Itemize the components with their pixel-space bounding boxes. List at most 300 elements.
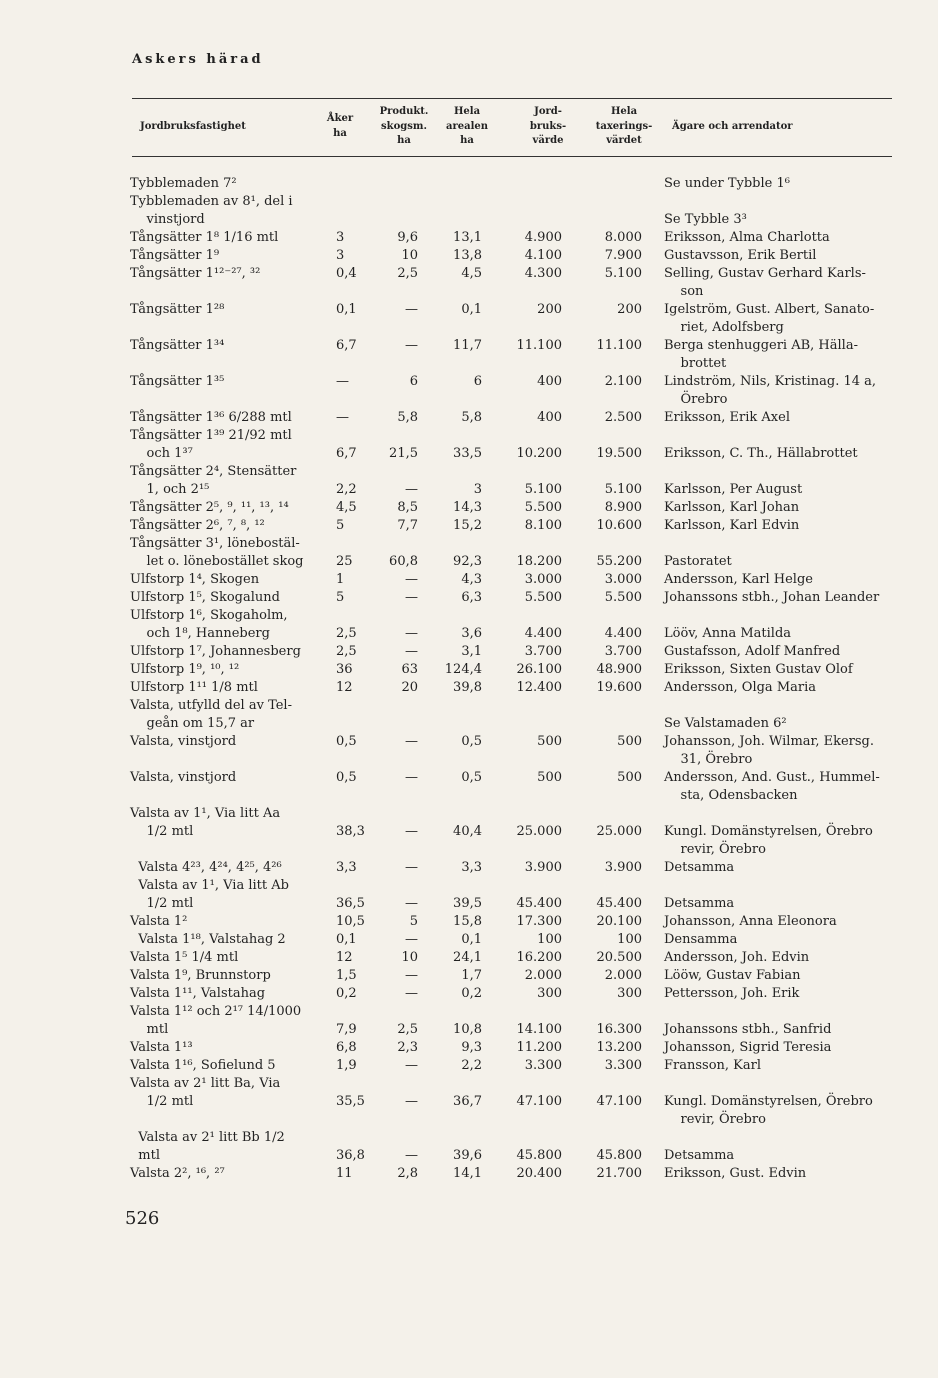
cell-skog: — bbox=[405, 986, 418, 1001]
cell-skog: 5 bbox=[409, 914, 418, 929]
cell-jordbruksvarde: 3.900 bbox=[524, 860, 562, 875]
cell-owner: son bbox=[664, 284, 704, 299]
cell-hela-arealen: 39,5 bbox=[453, 896, 482, 911]
cell-taxeringsvardet: 3.900 bbox=[604, 860, 642, 875]
cell-hela-arealen: 5,8 bbox=[461, 410, 482, 425]
cell-taxeringsvardet: 20.100 bbox=[596, 914, 642, 929]
cell-hela-arealen: 1,7 bbox=[461, 968, 482, 983]
cell-taxeringsvardet: 11.100 bbox=[596, 338, 642, 353]
cell-property: 1/2 mtl bbox=[130, 824, 194, 839]
cell-property: mtl bbox=[130, 1148, 160, 1163]
cell-taxeringsvardet: 3.000 bbox=[604, 572, 642, 587]
cell-owner: revir, Örebro bbox=[664, 1112, 766, 1127]
cell-aker: 0,5 bbox=[336, 734, 357, 749]
cell-taxeringsvardet: 2.500 bbox=[604, 410, 642, 425]
table-row bbox=[0, 625, 938, 643]
cell-property: Valsta 1⁵ 1/4 mtl bbox=[130, 950, 239, 965]
table-row bbox=[0, 553, 938, 571]
cell-taxeringsvardet: 3.700 bbox=[604, 644, 642, 659]
cell-property: Tångsätter 1⁹ bbox=[130, 248, 220, 263]
table-row bbox=[0, 877, 938, 895]
cell-taxeringsvardet: 19.600 bbox=[596, 680, 642, 695]
cell-hela-arealen: 39,8 bbox=[453, 680, 482, 695]
cell-property: Tångsätter 3¹, lönebostäl- bbox=[130, 536, 300, 551]
table-row bbox=[0, 733, 938, 751]
table-row bbox=[0, 265, 938, 283]
cell-hela-arealen: 14,1 bbox=[453, 1166, 482, 1181]
cell-jordbruksvarde: 25.000 bbox=[516, 824, 562, 839]
cell-jordbruksvarde: 300 bbox=[537, 986, 562, 1001]
cell-owner: revir, Örebro bbox=[664, 842, 766, 857]
cell-skog: — bbox=[405, 572, 418, 587]
cell-taxeringsvardet: 3.300 bbox=[604, 1058, 642, 1073]
cell-hela-arealen: 6 bbox=[473, 374, 482, 389]
cell-hela-arealen: 3 bbox=[473, 482, 482, 497]
table-row bbox=[0, 769, 938, 787]
table-row bbox=[0, 679, 938, 697]
cell-taxeringsvardet: 10.600 bbox=[596, 518, 642, 533]
table-row bbox=[0, 445, 938, 463]
cell-property: och 1⁸, Hanneberg bbox=[130, 626, 270, 641]
cell-hela-arealen: 11,7 bbox=[453, 338, 482, 353]
table-row bbox=[0, 823, 938, 841]
cell-owner: Berga stenhuggeri AB, Hälla- bbox=[664, 338, 858, 353]
cell-property: Valsta 2², ¹⁶, ²⁷ bbox=[130, 1166, 225, 1181]
cell-skog: — bbox=[405, 824, 418, 839]
cell-jordbruksvarde: 3.000 bbox=[524, 572, 562, 587]
cell-aker: 3,3 bbox=[336, 860, 357, 875]
cell-skog: 6 bbox=[409, 374, 418, 389]
table-row bbox=[0, 571, 938, 589]
table-row bbox=[0, 373, 938, 391]
cell-aker: 6,7 bbox=[336, 446, 357, 461]
cell-owner: 31, Örebro bbox=[664, 752, 753, 767]
cell-hela-arealen: 24,1 bbox=[453, 950, 482, 965]
cell-jordbruksvarde: 2.000 bbox=[524, 968, 562, 983]
cell-jordbruksvarde: 10.200 bbox=[516, 446, 562, 461]
table-row bbox=[0, 661, 938, 679]
table-row bbox=[0, 913, 938, 931]
cell-jordbruksvarde: 5.100 bbox=[524, 482, 562, 497]
cell-aker: 25 bbox=[336, 554, 353, 569]
cell-skog: — bbox=[405, 626, 418, 641]
cell-jordbruksvarde: 47.100 bbox=[516, 1094, 562, 1109]
cell-taxeringsvardet: 100 bbox=[617, 932, 642, 947]
cell-owner: Pastoratet bbox=[664, 554, 732, 569]
table-row bbox=[0, 1111, 938, 1129]
cell-aker: 1 bbox=[336, 572, 345, 587]
cell-owner: Densamma bbox=[664, 932, 738, 947]
col-header-hela-arealen: Hela arealen ha bbox=[445, 106, 489, 146]
cell-aker: 5 bbox=[336, 518, 345, 533]
cell-property: Valsta 4²³, 4²⁴, 4²⁵, 4²⁶ bbox=[130, 860, 282, 875]
cell-property: Valsta, utfylld del av Tel- bbox=[130, 698, 292, 713]
cell-hela-arealen: 33,5 bbox=[453, 446, 482, 461]
table-row bbox=[0, 229, 938, 247]
cell-taxeringsvardet: 2.000 bbox=[604, 968, 642, 983]
page-number: 526 bbox=[125, 1208, 160, 1229]
cell-taxeringsvardet: 2.100 bbox=[604, 374, 642, 389]
cell-property: Tångsätter 2⁶, ⁷, ⁸, ¹² bbox=[130, 518, 265, 533]
cell-taxeringsvardet: 20.500 bbox=[596, 950, 642, 965]
cell-aker: 0,2 bbox=[336, 986, 357, 1001]
cell-skog: 2,5 bbox=[397, 266, 418, 281]
cell-jordbruksvarde: 400 bbox=[537, 410, 562, 425]
cell-taxeringsvardet: 7.900 bbox=[604, 248, 642, 263]
table-row bbox=[0, 931, 938, 949]
cell-aker: 0,1 bbox=[336, 932, 357, 947]
cell-aker: 36,8 bbox=[336, 1148, 365, 1163]
cell-hela-arealen: 4,3 bbox=[461, 572, 482, 587]
cell-property: Tångsätter 2⁴, Stensätter bbox=[130, 464, 297, 479]
cell-owner: Gustafsson, Adolf Manfred bbox=[664, 644, 841, 659]
cell-hela-arealen: 0,5 bbox=[461, 770, 482, 785]
cell-property: Tångsätter 1⁸ 1/16 mtl bbox=[130, 230, 279, 245]
cell-jordbruksvarde: 45.400 bbox=[516, 896, 562, 911]
cell-jordbruksvarde: 4.100 bbox=[524, 248, 562, 263]
cell-owner: Se Tybble 3³ bbox=[664, 212, 747, 227]
col-header-aker: Åker ha bbox=[326, 113, 354, 139]
cell-aker: 0,4 bbox=[336, 266, 357, 281]
cell-property: Ulfstorp 1⁵, Skogalund bbox=[130, 590, 280, 605]
cell-skog: 7,7 bbox=[397, 518, 418, 533]
cell-property: vinstjord bbox=[130, 212, 205, 227]
cell-owner: Fransson, Karl bbox=[664, 1058, 761, 1073]
property-table bbox=[0, 175, 938, 1183]
cell-hela-arealen: 13,8 bbox=[453, 248, 482, 263]
cell-hela-arealen: 3,3 bbox=[461, 860, 482, 875]
cell-taxeringsvardet: 8.900 bbox=[604, 500, 642, 515]
cell-skog: 10 bbox=[401, 248, 418, 263]
cell-aker: 2,2 bbox=[336, 482, 357, 497]
cell-property: 1, och 2¹⁵ bbox=[130, 482, 210, 497]
cell-hela-arealen: 0,2 bbox=[461, 986, 482, 1001]
cell-taxeringsvardet: 500 bbox=[617, 770, 642, 785]
cell-owner: Kungl. Domänstyrelsen, Örebro bbox=[664, 1094, 873, 1109]
cell-taxeringsvardet: 19.500 bbox=[596, 446, 642, 461]
cell-owner: Igelström, Gust. Albert, Sanato- bbox=[664, 302, 875, 317]
cell-aker: 5 bbox=[336, 590, 345, 605]
cell-owner: Se under Tybble 1⁶ bbox=[664, 176, 790, 191]
cell-aker: 3 bbox=[336, 248, 345, 263]
cell-owner: Karlsson, Karl Edvin bbox=[664, 518, 800, 533]
cell-skog: — bbox=[405, 1148, 418, 1163]
cell-hela-arealen: 3,1 bbox=[461, 644, 482, 659]
cell-aker: 38,3 bbox=[336, 824, 365, 839]
cell-hela-arealen: 13,1 bbox=[453, 230, 482, 245]
cell-skog: — bbox=[405, 338, 418, 353]
cell-owner: Eriksson, Sixten Gustav Olof bbox=[664, 662, 853, 677]
cell-owner: Andersson, Joh. Edvin bbox=[664, 950, 810, 965]
table-row bbox=[0, 985, 938, 1003]
cell-jordbruksvarde: 18.200 bbox=[516, 554, 562, 569]
cell-skog: — bbox=[405, 302, 418, 317]
cell-jordbruksvarde: 400 bbox=[537, 374, 562, 389]
table-row bbox=[0, 535, 938, 553]
cell-hela-arealen: 40,4 bbox=[453, 824, 482, 839]
cell-jordbruksvarde: 5.500 bbox=[524, 500, 562, 515]
table-row bbox=[0, 1147, 938, 1165]
cell-property: Tångsätter 1³⁶ 6/288 mtl bbox=[130, 410, 292, 425]
cell-property: Tångsätter 2⁵, ⁹, ¹¹, ¹³, ¹⁴ bbox=[130, 500, 289, 515]
cell-owner: Andersson, Karl Helge bbox=[664, 572, 813, 587]
table-row bbox=[0, 1075, 938, 1093]
cell-aker: — bbox=[336, 410, 349, 425]
table-row bbox=[0, 355, 938, 373]
table-row bbox=[0, 643, 938, 661]
cell-skog: — bbox=[405, 1094, 418, 1109]
cell-jordbruksvarde: 20.400 bbox=[516, 1166, 562, 1181]
table-row bbox=[0, 337, 938, 355]
cell-owner: Andersson, Olga Maria bbox=[664, 680, 817, 695]
cell-owner: Detsamma bbox=[664, 860, 735, 875]
cell-aker: 6,7 bbox=[336, 338, 357, 353]
cell-aker: 7,9 bbox=[336, 1022, 357, 1037]
cell-aker: 36 bbox=[336, 662, 353, 677]
cell-jordbruksvarde: 500 bbox=[537, 734, 562, 749]
cell-property: 1/2 mtl bbox=[130, 896, 194, 911]
cell-taxeringsvardet: 200 bbox=[617, 302, 642, 317]
cell-owner: Johansson, Anna Eleonora bbox=[664, 914, 837, 929]
cell-property: Valsta 1¹¹, Valstahag bbox=[130, 986, 266, 1001]
table-row bbox=[0, 391, 938, 409]
col-header-taxeringsvardet: Hela taxerings- värdet bbox=[595, 106, 653, 146]
cell-property: Valsta 1¹⁸, Valstahag 2 bbox=[130, 932, 286, 947]
cell-owner: riet, Adolfsberg bbox=[664, 320, 784, 335]
cell-aker: 11 bbox=[336, 1166, 353, 1181]
cell-jordbruksvarde: 4.300 bbox=[524, 266, 562, 281]
table-row bbox=[0, 715, 938, 733]
cell-skog: 5,8 bbox=[397, 410, 418, 425]
cell-hela-arealen: 124,4 bbox=[444, 662, 482, 677]
cell-taxeringsvardet: 47.100 bbox=[596, 1094, 642, 1109]
cell-owner: Eriksson, C. Th., Hällabrottet bbox=[664, 446, 858, 461]
cell-jordbruksvarde: 4.900 bbox=[524, 230, 562, 245]
cell-owner: Karlsson, Karl Johan bbox=[664, 500, 800, 515]
table-row bbox=[0, 859, 938, 877]
cell-property: let o. lönebostället skog bbox=[130, 554, 304, 569]
col-header-jordbruksvarde: Jord- bruks- värde bbox=[529, 106, 567, 146]
cell-property: Ulfstorp 1¹¹ 1/8 mtl bbox=[130, 680, 258, 695]
cell-owner: brottet bbox=[664, 356, 727, 371]
cell-jordbruksvarde: 16.200 bbox=[516, 950, 562, 965]
cell-skog: 8,5 bbox=[397, 500, 418, 515]
cell-skog: — bbox=[405, 896, 418, 911]
cell-owner: Örebro bbox=[664, 392, 728, 407]
cell-skog: 2,5 bbox=[397, 1022, 418, 1037]
table-row bbox=[0, 589, 938, 607]
cell-hela-arealen: 6,3 bbox=[461, 590, 482, 605]
cell-property: Ulfstorp 1⁶, Skogaholm, bbox=[130, 608, 288, 623]
cell-owner: Pettersson, Joh. Erik bbox=[664, 986, 800, 1001]
cell-jordbruksvarde: 3.300 bbox=[524, 1058, 562, 1073]
table-row bbox=[0, 1003, 938, 1021]
table-row bbox=[0, 1165, 938, 1183]
cell-property: Tybblemaden 7² bbox=[130, 176, 237, 191]
cell-owner: Detsamma bbox=[664, 1148, 735, 1163]
cell-property: Valsta av 1¹, Via litt Aa bbox=[130, 806, 281, 821]
cell-aker: 1,5 bbox=[336, 968, 357, 983]
cell-skog: 20 bbox=[401, 680, 418, 695]
cell-skog: — bbox=[405, 770, 418, 785]
cell-skog: — bbox=[405, 932, 418, 947]
cell-property: Ulfstorp 1⁹, ¹⁰, ¹² bbox=[130, 662, 240, 677]
table-row bbox=[0, 1093, 938, 1111]
cell-property: Valsta 1¹⁶, Sofielund 5 bbox=[130, 1058, 276, 1073]
cell-owner: Eriksson, Gust. Edvin bbox=[664, 1166, 807, 1181]
cell-property: Valsta 1¹³ bbox=[130, 1040, 193, 1055]
cell-jordbruksvarde: 8.100 bbox=[524, 518, 562, 533]
cell-aker: 1,9 bbox=[336, 1058, 357, 1073]
cell-jordbruksvarde: 17.300 bbox=[516, 914, 562, 929]
cell-hela-arealen: 15,2 bbox=[453, 518, 482, 533]
table-row bbox=[0, 841, 938, 859]
cell-taxeringsvardet: 45.800 bbox=[596, 1148, 642, 1163]
cell-owner: Kungl. Domänstyrelsen, Örebro bbox=[664, 824, 873, 839]
cell-property: Tångsätter 1³⁴ bbox=[130, 338, 225, 353]
cell-property: Valsta 1⁹, Brunnstorp bbox=[130, 968, 271, 983]
cell-jordbruksvarde: 4.400 bbox=[524, 626, 562, 641]
cell-property: 1/2 mtl bbox=[130, 1094, 194, 1109]
cell-skog: — bbox=[405, 860, 418, 875]
table-row bbox=[0, 517, 938, 535]
cell-hela-arealen: 92,3 bbox=[453, 554, 482, 569]
cell-taxeringsvardet: 55.200 bbox=[596, 554, 642, 569]
cell-jordbruksvarde: 11.200 bbox=[516, 1040, 562, 1055]
cell-skog: — bbox=[405, 482, 418, 497]
cell-skog: — bbox=[405, 1058, 418, 1073]
table-row bbox=[0, 697, 938, 715]
cell-taxeringsvardet: 5.500 bbox=[604, 590, 642, 605]
table-row bbox=[0, 463, 938, 481]
table-row bbox=[0, 1057, 938, 1075]
table-row bbox=[0, 967, 938, 985]
cell-jordbruksvarde: 5.500 bbox=[524, 590, 562, 605]
cell-property: Valsta 1¹² och 2¹⁷ 14/1000 bbox=[130, 1004, 302, 1019]
cell-hela-arealen: 15,8 bbox=[453, 914, 482, 929]
cell-owner: Lööw, Gustav Fabian bbox=[664, 968, 801, 983]
cell-owner: Lindström, Nils, Kristinag. 14 a, bbox=[664, 374, 877, 389]
table-row bbox=[0, 481, 938, 499]
cell-hela-arealen: 2,2 bbox=[461, 1058, 482, 1073]
table-row bbox=[0, 751, 938, 769]
cell-hela-arealen: 10,8 bbox=[453, 1022, 482, 1037]
cell-owner: Andersson, And. Gust., Hummel- bbox=[664, 770, 880, 785]
col-header-owner: Ägare och arrendator bbox=[672, 121, 793, 132]
cell-owner: Eriksson, Alma Charlotta bbox=[664, 230, 830, 245]
table-row bbox=[0, 787, 938, 805]
table-row bbox=[0, 175, 938, 193]
table-row bbox=[0, 805, 938, 823]
table-row bbox=[0, 1039, 938, 1057]
cell-aker: 36,5 bbox=[336, 896, 365, 911]
table-row bbox=[0, 319, 938, 337]
cell-taxeringsvardet: 16.300 bbox=[596, 1022, 642, 1037]
cell-taxeringsvardet: 48.900 bbox=[596, 662, 642, 677]
cell-skog: — bbox=[405, 734, 418, 749]
cell-property: Tybblemaden av 8¹, del i bbox=[130, 194, 293, 209]
table-row bbox=[0, 193, 938, 211]
cell-jordbruksvarde: 100 bbox=[537, 932, 562, 947]
cell-skog: 9,6 bbox=[397, 230, 418, 245]
table-row bbox=[0, 499, 938, 517]
cell-hela-arealen: 0,1 bbox=[461, 932, 482, 947]
cell-hela-arealen: 4,5 bbox=[461, 266, 482, 281]
cell-hela-arealen: 0,1 bbox=[461, 302, 482, 317]
cell-taxeringsvardet: 13.200 bbox=[596, 1040, 642, 1055]
cell-property: Valsta av 1¹, Via litt Ab bbox=[130, 878, 289, 893]
cell-owner: Lööv, Anna Matilda bbox=[664, 626, 792, 641]
table-row bbox=[0, 949, 938, 967]
cell-jordbruksvarde: 11.100 bbox=[516, 338, 562, 353]
table-row bbox=[0, 301, 938, 319]
col-header-skog: Produkt. skogsm. ha bbox=[379, 106, 429, 146]
cell-taxeringsvardet: 8.000 bbox=[604, 230, 642, 245]
cell-owner: Detsamma bbox=[664, 896, 735, 911]
table-row bbox=[0, 427, 938, 445]
cell-skog: — bbox=[405, 590, 418, 605]
cell-aker: 12 bbox=[336, 680, 353, 695]
page-header: Askers härad bbox=[132, 52, 264, 67]
cell-hela-arealen: 14,3 bbox=[453, 500, 482, 515]
cell-property: geån om 15,7 ar bbox=[130, 716, 255, 731]
table-row bbox=[0, 895, 938, 913]
cell-hela-arealen: 0,5 bbox=[461, 734, 482, 749]
cell-owner: Gustavsson, Erik Bertil bbox=[664, 248, 817, 263]
cell-property: Valsta, vinstjord bbox=[130, 734, 237, 749]
cell-skog: 2,3 bbox=[397, 1040, 418, 1055]
cell-property: Valsta av 2¹ litt Ba, Via bbox=[130, 1076, 281, 1091]
table-row bbox=[0, 1129, 938, 1147]
cell-jordbruksvarde: 3.700 bbox=[524, 644, 562, 659]
cell-hela-arealen: 36,7 bbox=[453, 1094, 482, 1109]
cell-aker: 10,5 bbox=[336, 914, 365, 929]
header-rule-bottom bbox=[132, 156, 892, 157]
cell-property: Ulfstorp 1⁷, Johannesberg bbox=[130, 644, 301, 659]
cell-owner: Se Valstamaden 6² bbox=[664, 716, 787, 731]
table-row bbox=[0, 409, 938, 427]
cell-jordbruksvarde: 500 bbox=[537, 770, 562, 785]
cell-aker: — bbox=[336, 374, 349, 389]
cell-jordbruksvarde: 45.800 bbox=[516, 1148, 562, 1163]
cell-skog: 60,8 bbox=[389, 554, 418, 569]
cell-taxeringsvardet: 4.400 bbox=[604, 626, 642, 641]
cell-taxeringsvardet: 25.000 bbox=[596, 824, 642, 839]
table-row bbox=[0, 211, 938, 229]
cell-property: mtl bbox=[130, 1022, 169, 1037]
cell-skog: 21,5 bbox=[389, 446, 418, 461]
cell-aker: 4,5 bbox=[336, 500, 357, 515]
header-rule-top bbox=[132, 98, 892, 99]
table-row bbox=[0, 1021, 938, 1039]
cell-property: Tångsätter 1³⁹ 21/92 mtl bbox=[130, 428, 292, 443]
cell-aker: 35,5 bbox=[336, 1094, 365, 1109]
cell-skog: 10 bbox=[401, 950, 418, 965]
cell-property: Valsta, vinstjord bbox=[130, 770, 237, 785]
cell-taxeringsvardet: 5.100 bbox=[604, 482, 642, 497]
cell-owner: Johanssons stbh., Sanfrid bbox=[664, 1022, 832, 1037]
table-row bbox=[0, 607, 938, 625]
cell-hela-arealen: 39,6 bbox=[453, 1148, 482, 1163]
cell-hela-arealen: 9,3 bbox=[461, 1040, 482, 1055]
cell-property: och 1³⁷ bbox=[130, 446, 193, 461]
cell-hela-arealen: 3,6 bbox=[461, 626, 482, 641]
cell-taxeringsvardet: 300 bbox=[617, 986, 642, 1001]
cell-property: Valsta av 2¹ litt Bb 1/2 bbox=[130, 1130, 285, 1145]
cell-property: Valsta 1² bbox=[130, 914, 188, 929]
cell-taxeringsvardet: 21.700 bbox=[596, 1166, 642, 1181]
cell-property: Tångsätter 1¹²⁻²⁷, ³² bbox=[130, 266, 261, 281]
